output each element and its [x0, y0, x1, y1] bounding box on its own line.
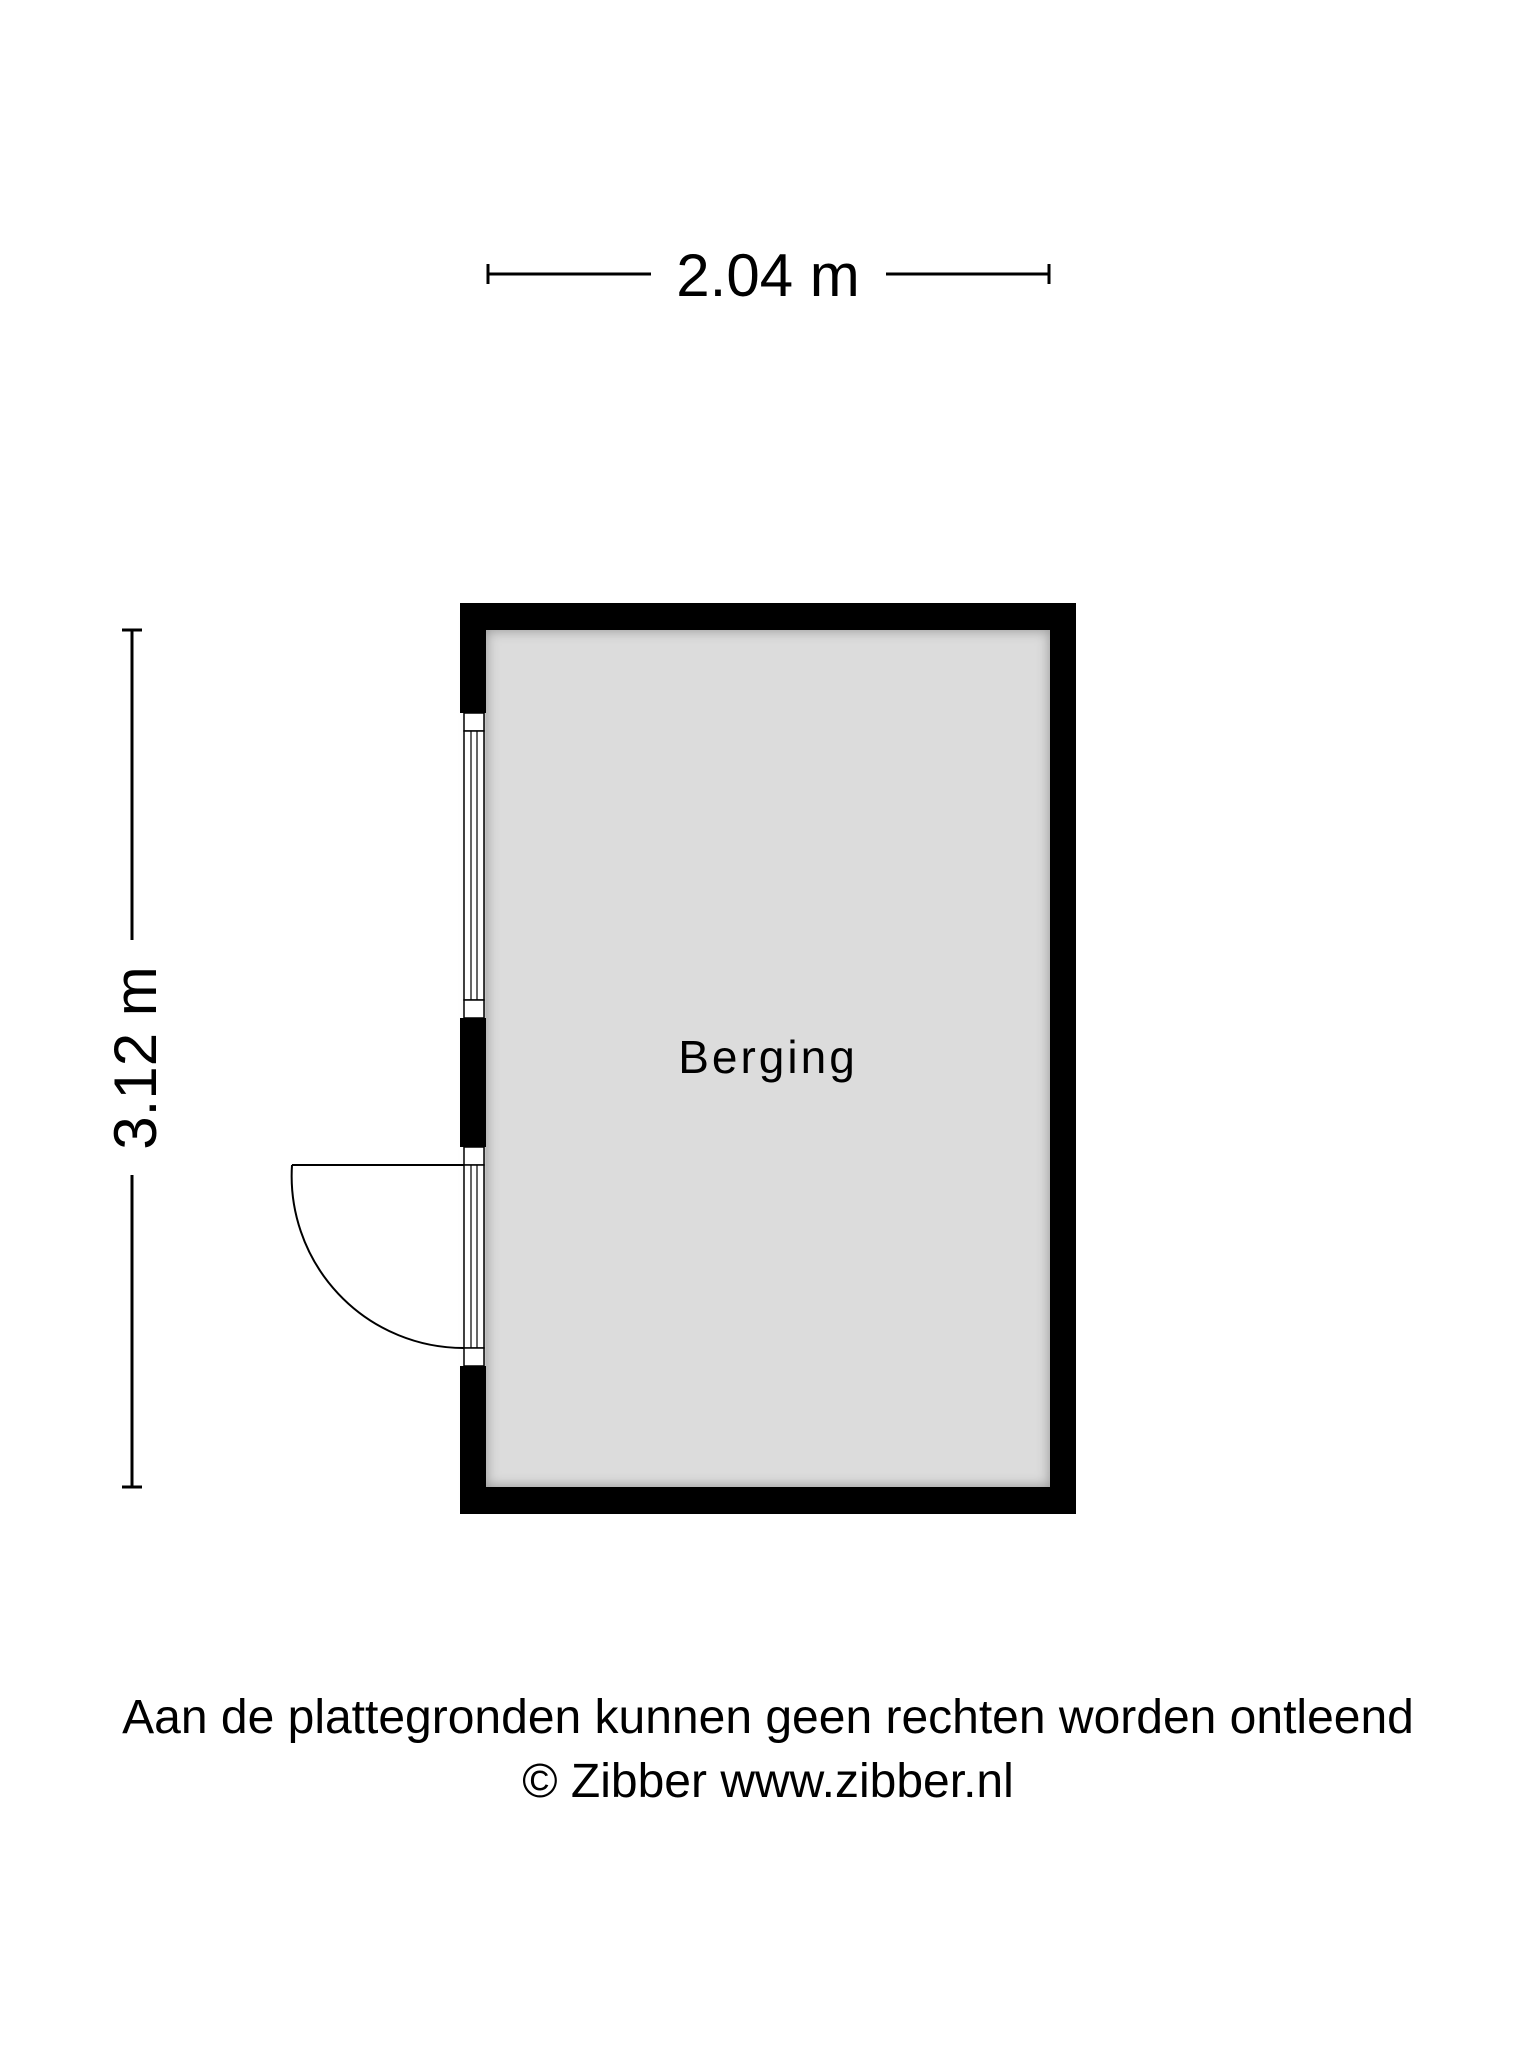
- width-dimension-label: 2.04 m: [676, 242, 860, 309]
- door-frame-top: [464, 1147, 484, 1165]
- wall-left-bottom-segment: [460, 1366, 486, 1514]
- window-frame-top: [464, 713, 484, 731]
- wall-left-top-segment: [460, 603, 486, 713]
- door-swing-arc: [292, 1165, 464, 1348]
- height-dimension-label: 3.12 m: [102, 966, 169, 1150]
- wall-left-middle-segment: [460, 1018, 486, 1147]
- copyright-text: © Zibber www.zibber.nl: [522, 1755, 1014, 1808]
- window: [464, 713, 484, 1018]
- door-panel: [464, 1165, 484, 1348]
- width-dimension: [488, 242, 1049, 309]
- wall-bottom: [460, 1487, 1076, 1514]
- door-frame-bottom: [464, 1348, 484, 1366]
- disclaimer-text: Aan de plattegronden kunnen geen rechten worden ontleend: [122, 1691, 1414, 1744]
- height-dimension: [102, 630, 169, 1487]
- window-glass: [464, 731, 484, 1000]
- wall-top: [460, 603, 1076, 630]
- wall-right: [1050, 603, 1076, 1514]
- room-label: Berging: [678, 1031, 858, 1083]
- door: [292, 1147, 484, 1366]
- window-frame-bottom: [464, 1000, 484, 1018]
